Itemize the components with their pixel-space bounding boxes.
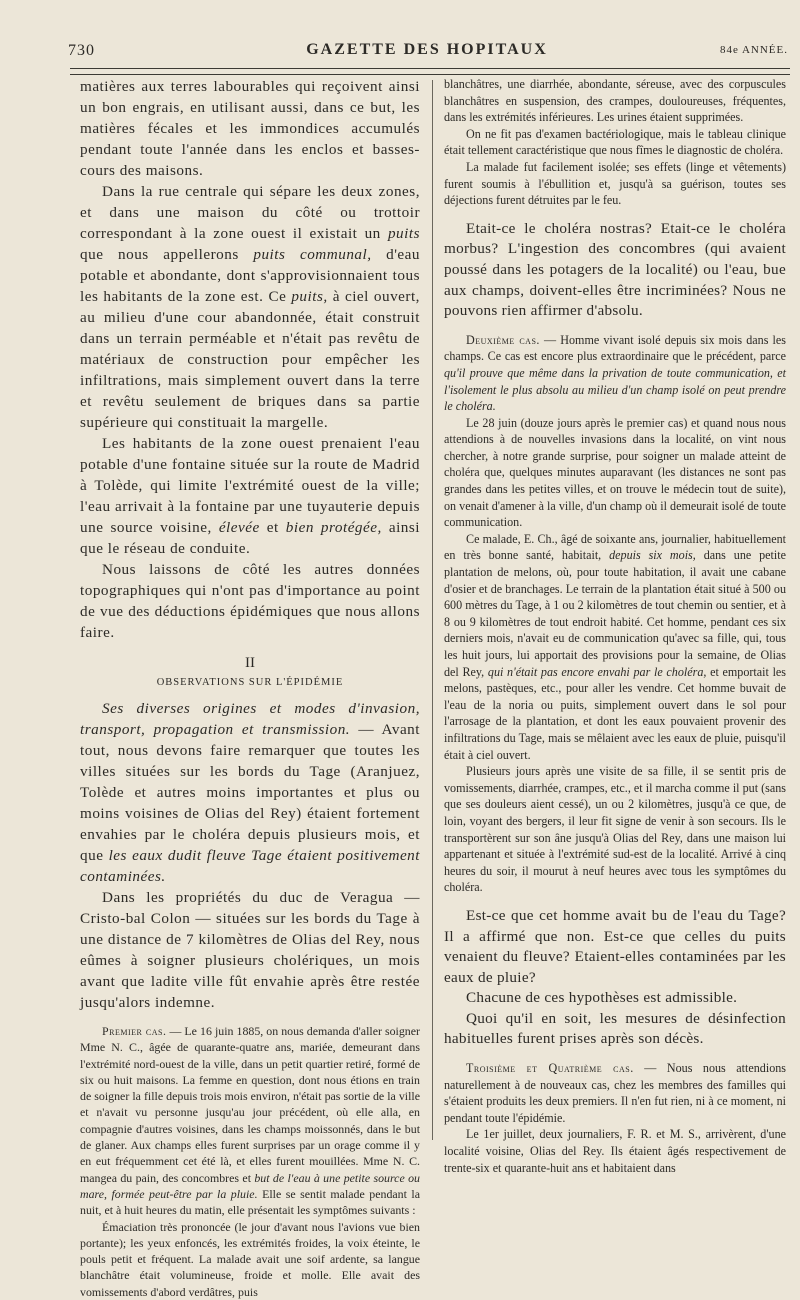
paragraph: Etait-ce le choléra nostras? Etait-ce le choléra morbus? L'ingestion des concombres (qui avaient poussé dans les potagers de la localité) ou l'eau, bue aux champs, doivent-elles être incriminées? Nous ne pouvons rien affirmer d'absolu. (444, 219, 786, 320)
page-number: 730 (68, 42, 95, 59)
paragraph: Le 28 juin (douze jours après le premier cas) et quand nous nous attendions à de nouvelles invasions dans la localité, on vint nous chercher, à notre grande surprise, pour soigner un malade atteint de choléra que, quelques minutes auparavant (les distances ne sont pas grandes dans les petites villes, et on trouve le médecin tout de suite), on venait d'amener à la ville, d'un champ où il demeurait isolé de toute communication. (444, 415, 786, 530)
paragraph: Ses diverses origines et modes d'invasion, transport, propagation et transmission. — Avant tout, nous devons faire remarquer que toutes les villes situées sur les bords du Tage (Aranjuez, Tolède et autres moins importantes et plus ou moins voisines de Olias del Rey) étaient fortement envahies par le choléra depuis plusieurs mois, et que les eaux dudit fleuve Tage étaient positivement contaminées. (80, 700, 420, 885)
journal-title: GAZETTE DES HOPITAUX (306, 41, 548, 58)
paragraph: Quoi qu'il en soit, les mesures de désinfection habituelles furent prises après son décès. (444, 1009, 786, 1048)
page-header (62, 38, 792, 64)
paragraph: Émaciation très prononcée (le jour d'avant nous l'avions vue bien portante); les yeux enfoncés, les extrémités froides, la voix éteinte, le pouls petit et fréquent. La malade avait une soif ardente, sa langue blanchâtre était volumineuse, froide et molle. Elle avait des vomissements d'abord verdâtres, puis (80, 1219, 420, 1299)
paragraph: On ne fit pas d'examen bactériologique, mais le tableau clinique était tellement caractéristique que nous fîmes le diagnostic de choléra. (444, 126, 786, 158)
paragraph: Plusieurs jours après une visite de sa fille, il se sentit pris de vomissements, diarrhée, crampes, etc., et il marcha comme il put (sans que ses douleurs aient cessé), un ou 2 kilomètres, jusqu'à ce que, de loin, voyant des bergers, il leur fit signe de venir à son secours. Ils le transportèrent sur son âne jusqu'à Olias del Rey, dans une maison lui appartenant et située à l'extrémité sud-est de la localité. Arrivé à cinq heures du soir, il mourut à neuf heures avec tous les symptômes du choléra. (444, 764, 786, 895)
section-title: OBSERVATIONS SUR L'ÉPIDÉMIE (156, 677, 344, 688)
paragraph: La malade fut facilement isolée; ses effets (linge et vêtements) furent soumis à l'ébullition et, jusqu'à sa guérison, toutes ses déjections furent détruites par le feu. (444, 159, 786, 208)
column-divider (432, 80, 433, 1140)
paragraph: matières aux terres labourables qui reçoivent ainsi un bon engrais, en utilisant aussi, dans ce but, les matières fécales et les immondices accumulés pendant toute l'année dans les enclos et basses-cours des maisons. (80, 78, 420, 179)
paragraph: Ce malade, E. Ch., âgé de soixante ans, journalier, habituellement en très bonne santé, habitait, depuis six mois, dans une petite plantation de melons, où, pour toute habitation, il avait une cabane d'osier et de branchages. Le terrain de la plantation était situé à 500 ou 600 mètres du Tage, à 1 ou 2 kilomètres de tout chemin ou sentier, et à 8 ou 9 kilomètres de tout endroit habité. Cet homme, pendant ces six derniers mois, n'avait eu de communication qu'avec sa fille, qui, tous les huit jours, lui apportait des provisions pour la semaine, de Olias del Rey, qui n'était pas encore envahi par le choléra, et emportait les melons, pastèques, etc., pour aller les vendre. Cet homme buvait de l'eau de la noria ou puits, simplement ouvert dans le sol pour l'arrosage de la plantation, et dont les eaux pouvaient provenir des infiltrations du Tage, mais se mêlaient avec les eaux de pluie, puisqu'il était à ciel ouvert. (444, 531, 787, 762)
year-label: 84e ANNÉE. (719, 44, 788, 56)
paragraph: Les habitants de la zone ouest prenaient l'eau potable d'une fontaine située sur la route de Madrid à Tolède, qui limite l'extrémité ouest de la ville; l'eau arrivait à la fontaine par une tuyauterie depuis une source voisine, élevée et bien protégée, ainsi que le réseau de conduite. (80, 435, 421, 557)
paragraph: Est-ce que cet homme avait bu de l'eau du Tage? Il a affirmé que non. Est-ce que celles du puits venaient du fleuve? Etaient-elles contaminées par les eaux de pluie? (444, 906, 786, 986)
case-paragraph: Deuxième cas. — Homme vivant isolé depuis six mois dans les champs. Ce cas est encore plus extraordinaire que le précédent, parce qu'il prouve que même dans la privation de toute communication, et l'isolement le plus absolu au milieu d'un champ isolé on peut prendre le choléra. (444, 332, 786, 414)
case-paragraph: Troisième et Quatrième cas. — Nous nous attendions naturellement à de nouveaux cas, chez les membres des familles qui s'étaient produits les deux premiers. Il n'en fut rien, ni à ce moment, ni pendant toute l'épidémie. (444, 1061, 786, 1125)
section-number: II (245, 655, 255, 671)
right-column (444, 76, 786, 1176)
paragraph: Nous laissons de côté les autres données topographiques qui n'ont pas d'importance au point de vue des déductions épidémiques que nous allons faire. (80, 561, 420, 641)
case-paragraph: Premier cas. — Le 16 juin 1885, on nous demanda d'aller soigner Mme N. C., âgée de quarante-quatre ans, mariée, demeurant dans l'extrémité nord-ouest de la ville, dans un petit quartier retiré, formé de six ou huit maisons. La femme en question, dont nous étions en train de soigner la fille depuis trois mois environ, n'était pas sortie de la ville et n'avait vu personne jusqu'au jour précédent, où elle alla, en compagnie d'autres voisines, dans les champs moissonnés, dans le but de glaner. Aux champs elles furent surprises par un orage comme il y en eut fréquemment cet été là, et elles furent mouillées. Mme N. C. mangea du pain, des concombres et but de l'eau à une petite source ou mare, formée peut-être par la pluie. Elle se sentit malade pendant la nuit, et à huit heures du matin, elle présentait les symptômes suivants : (80, 1024, 421, 1218)
paragraph: blanchâtres, une diarrhée, abondante, séreuse, avec des corpuscules blanchâtres en suspension, des crampes, douloureuses, fréquentes, dans les extrémités inférieures. Les urines étaient supprimées. (444, 77, 786, 125)
header-rule (70, 68, 790, 69)
left-column (80, 76, 420, 1300)
paragraph: Chacune de ces hypothèses est admissible. (466, 989, 738, 1007)
paragraph: Le 1er juillet, deux journaliers, F. R. et M. S., arrivèrent, d'une localité voisine, Olias del Rey. Ils étaient âgés respectivement de trente-six et quarante-huit ans et habitaient dans (444, 1127, 786, 1175)
paragraph: Dans la rue centrale qui sépare les deux zones, et dans une maison du côté ou trottoir correspondant à la zone ouest il existait un puits que nous appellerons puits communal, d'eau potable et abondante, dont s'approvisionnaient tous les habitants de la zone est. Ce puits, à ciel ouvert, au milieu d'une cour abandonnée, était construit dans un terrain perméable et n'était pas revêtu de matériaux de construction pour empêcher les infiltrations, mais simplement ouvert dans la terre et revêtu seulement de briques dans sa partie supérieure qui constituait la margelle. (80, 183, 421, 431)
paragraph: Dans les propriétés du duc de Veragua — Cristo-bal Colon — situées sur les bords du Tage à une distance de 7 kilomètres de Olias del Rey, nous eûmes à soigner plusieurs cholériques, un mois avant que ladite ville fût envahie après être restée jusqu'alors indemne. (80, 889, 420, 1011)
header-rule-thin (70, 74, 790, 75)
